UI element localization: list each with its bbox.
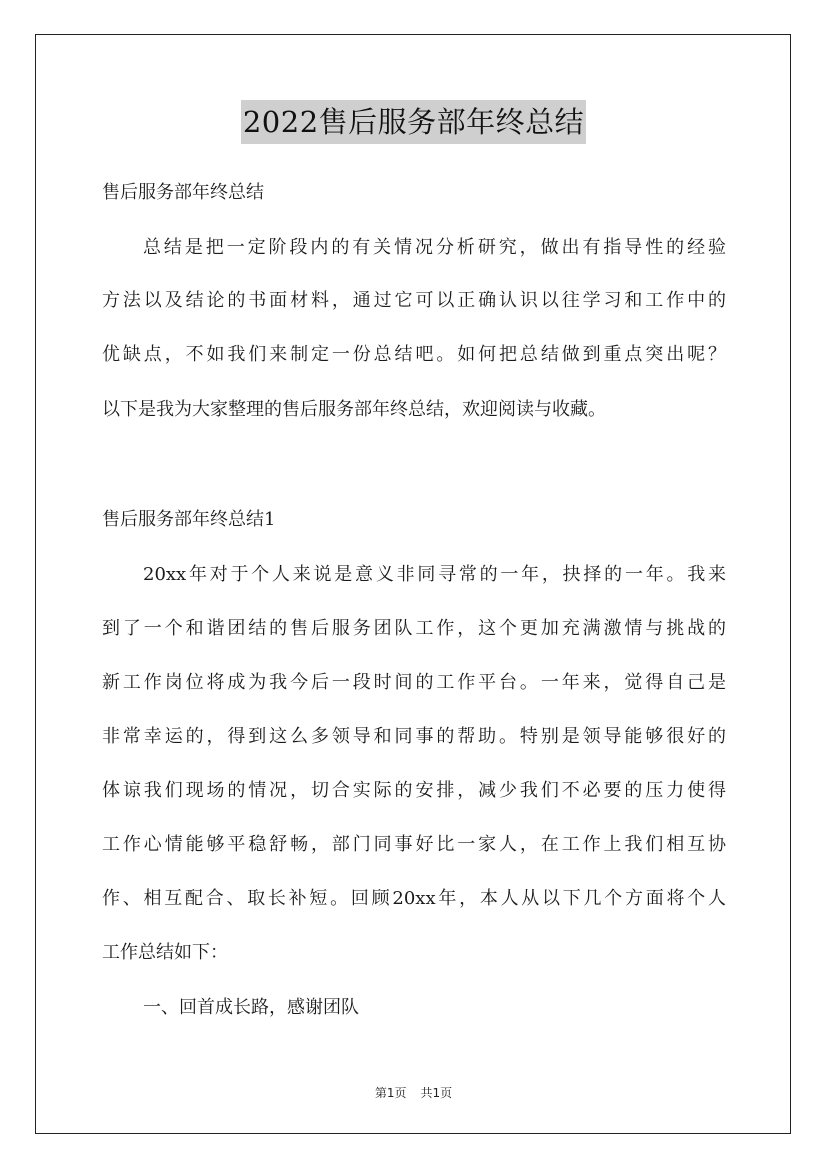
sub-heading: 一、回首成长路，感谢团队	[143, 997, 359, 1018]
title-container	[0, 100, 827, 144]
paragraph-line: 到了一个和谐团结的售后服务团队工作，这个更加充满激情与挑战的	[102, 618, 726, 639]
page-footer	[0, 1084, 827, 1101]
page-total: 共1页	[420, 1086, 453, 1100]
page-number: 第1页	[374, 1086, 407, 1100]
paragraph-line: 体谅我们现场的情况，切合实际的安排，减少我们不必要的压力使得	[102, 780, 726, 801]
document-subtitle: 售后服务部年终总结	[102, 182, 264, 203]
paragraph-line: 工作心情能够平稳舒畅，部门同事好比一家人，在工作上我们相互协	[102, 834, 726, 855]
paragraph-line: 总结是把一定阶段内的有关情况分析研究，做出有指导性的经验	[143, 237, 726, 258]
paragraph-line: 优缺点，不如我们来制定一份总结吧。如何把总结做到重点突出呢？	[102, 344, 726, 365]
paragraph-line: 工作总结如下：	[102, 942, 228, 963]
paragraph-line: 非常幸运的，得到这么多领导和同事的帮助。特别是领导能够很好的	[102, 726, 726, 747]
paragraph-line: 20xx年对于个人来说是意义非同寻常的一年，抉择的一年。我来	[143, 564, 726, 585]
paragraph-line: 作、相互配合、取长补短。回顾20xx年，本人从以下几个方面将个人	[102, 888, 726, 909]
section-heading: 售后服务部年终总结1	[102, 509, 276, 530]
document-title: 2022售后服务部年终总结	[241, 100, 586, 144]
paragraph-line: 方法以及结论的书面材料，通过它可以正确认识以往学习和工作中的	[102, 290, 726, 311]
paragraph-line: 以下是我为大家整理的售后服务部年终总结，欢迎阅读与收藏。	[102, 399, 606, 420]
paragraph-line: 新工作岗位将成为我今后一段时间的工作平台。一年来，觉得自己是	[102, 672, 726, 693]
